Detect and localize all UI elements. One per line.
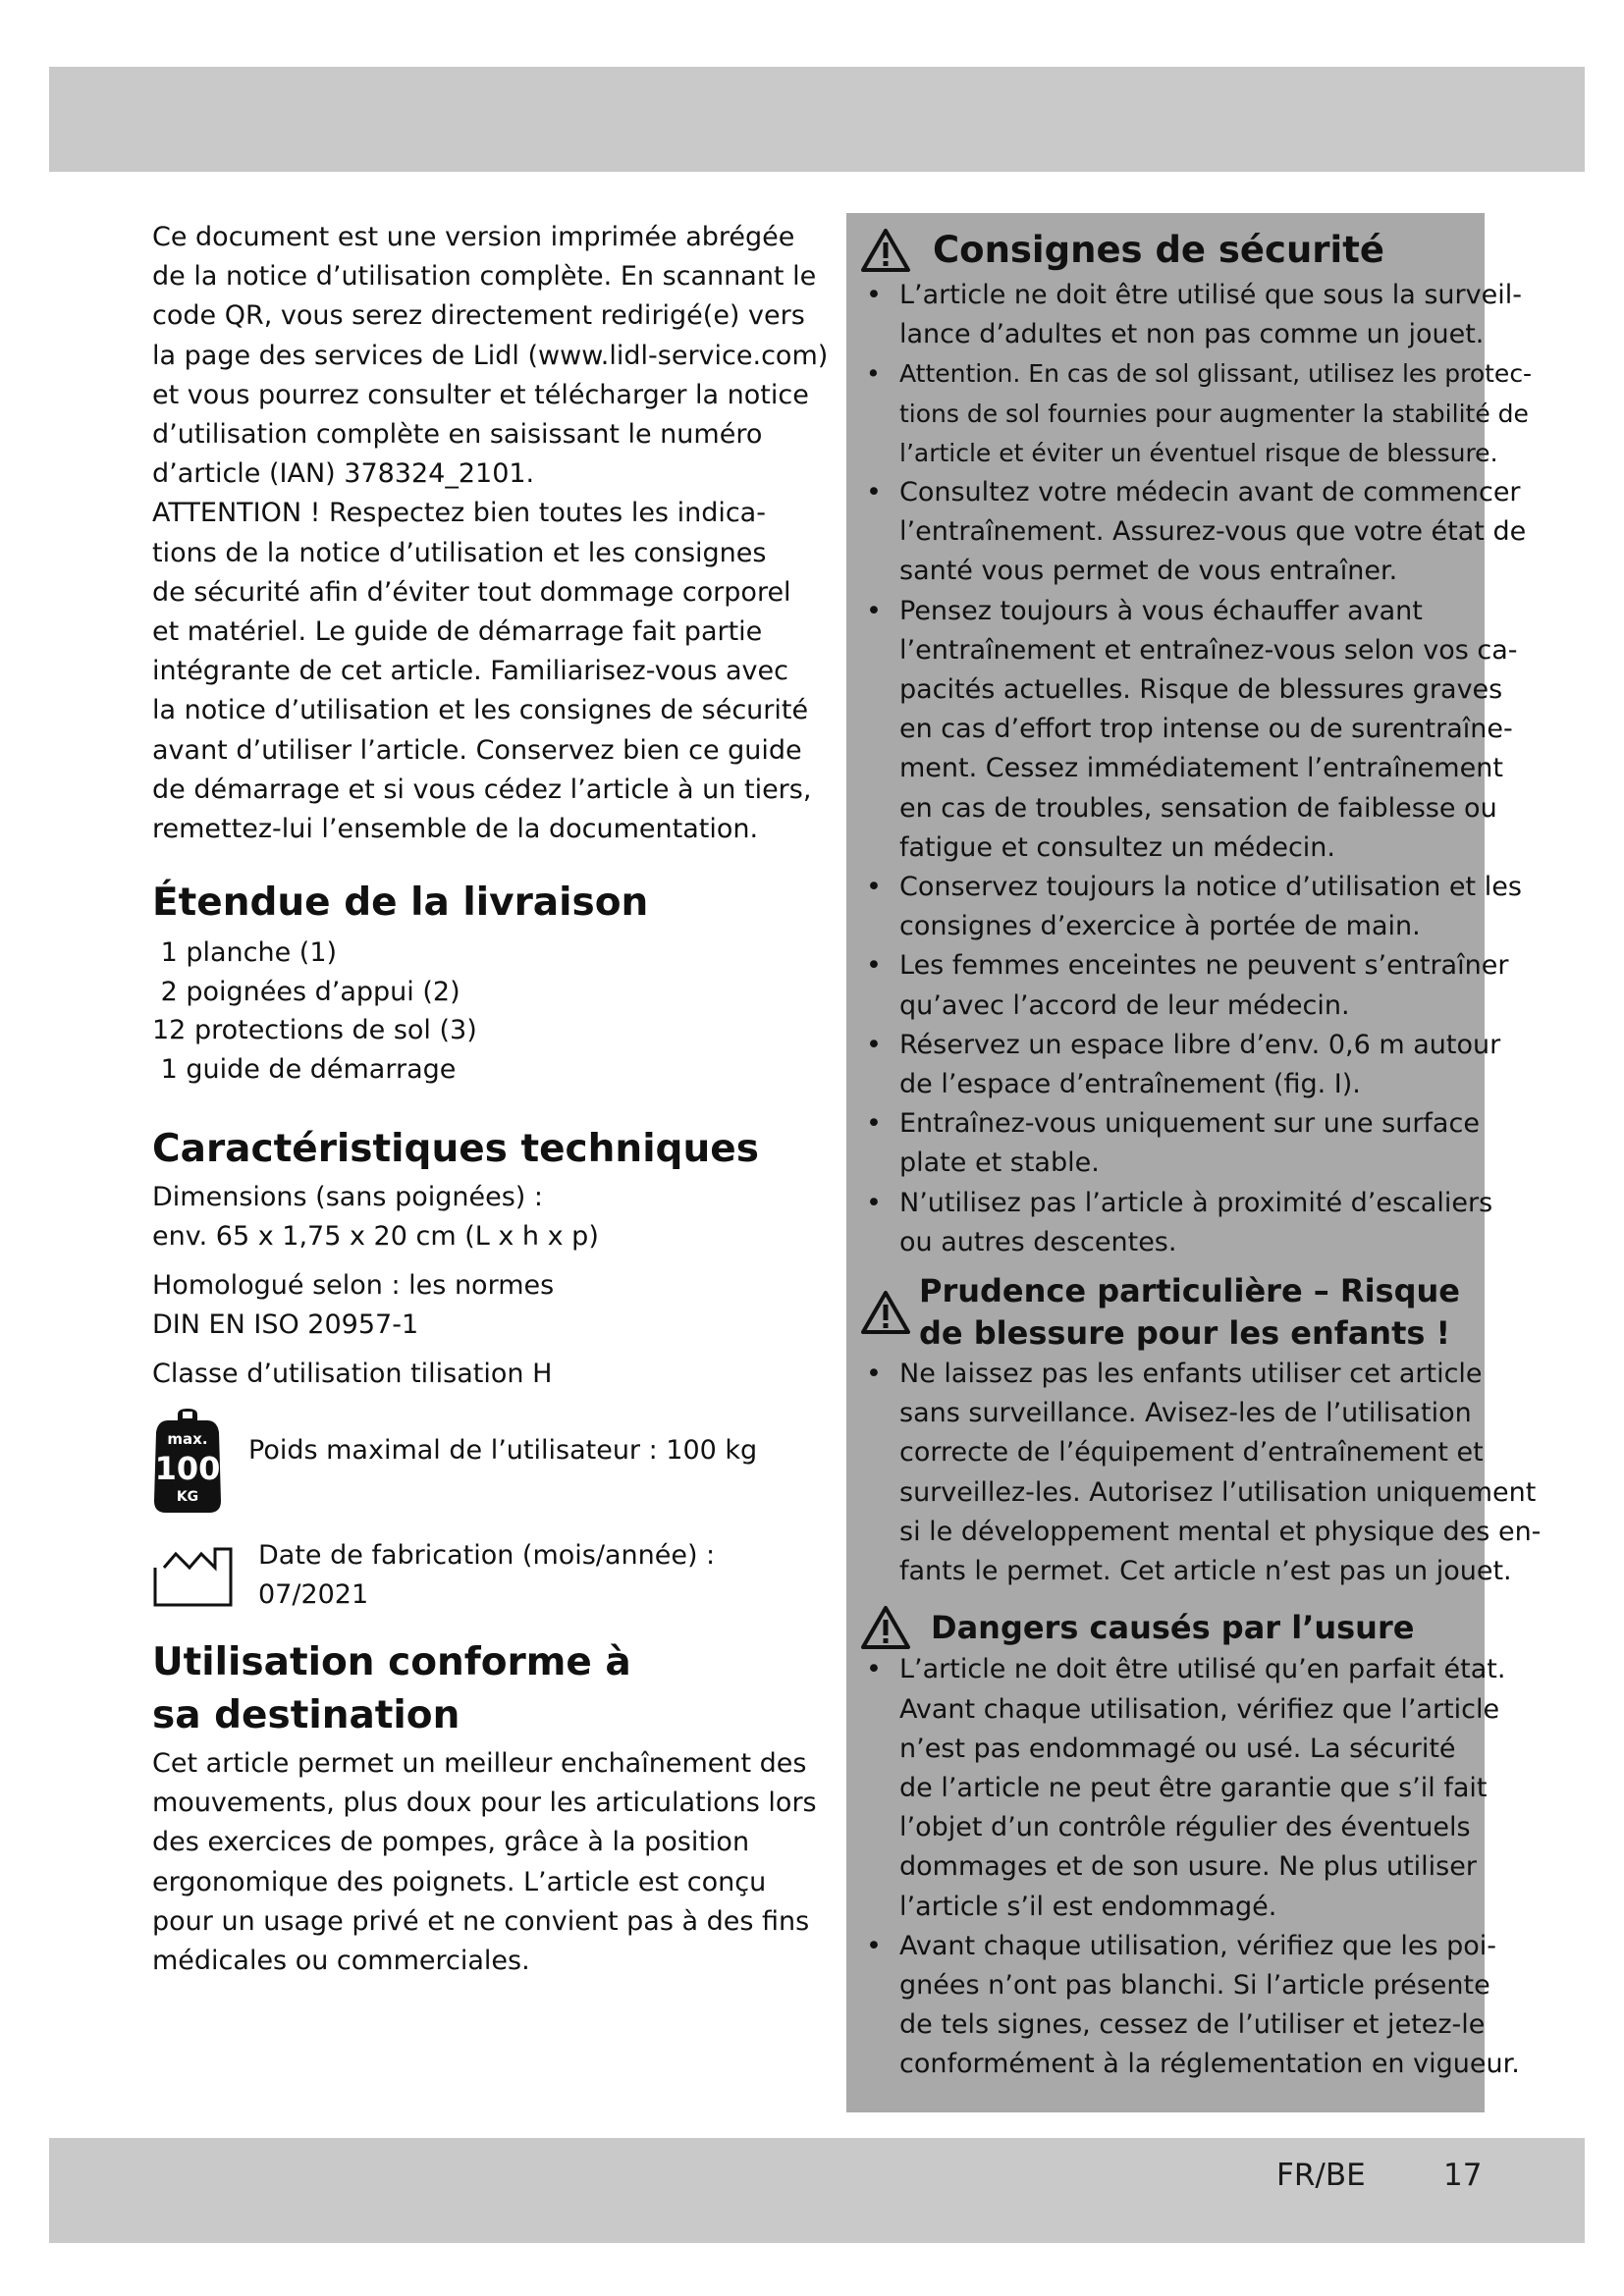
wear-bullet: [860, 1650, 1506, 1926]
usage-line: mouvements, plus doux pour les articulations lors: [152, 1788, 817, 1819]
weight-icon-number: 100: [154, 1449, 221, 1487]
bullet-line: qu’avec l’accord de leur médecin.: [899, 989, 1350, 1021]
children-title: [919, 1270, 1460, 1355]
bullet-line: ou autres descentes.: [899, 1226, 1177, 1257]
bullet-line: gnées n’ont pas blanchi. Si l’article présente: [899, 1969, 1490, 2001]
bullet-line: l’objet d’un contrôle régulier des éventuels: [899, 1812, 1471, 1843]
max-weight-row: [152, 1407, 790, 1515]
usage-line: ergonomique des poignets. L’article est conçu: [152, 1866, 767, 1897]
intro-line: remettez-lui l’ensemble de la documentation.: [152, 814, 759, 845]
warning-icon: [860, 1605, 911, 1650]
safety-bullet: [860, 473, 1527, 592]
bullet-line: en cas d’effort trop intense ou de surentraîne-: [899, 714, 1513, 745]
bullet-line: surveillez-les. Autorisez l’utilisation uniquement: [899, 1476, 1537, 1508]
norm-value: DIN EN ISO 20957-1: [152, 1309, 419, 1341]
intro-line: de démarrage et si vous cédez l’article à un tiers,: [152, 774, 812, 805]
header-band: [49, 67, 1585, 172]
intro-line: Ce document est une version imprimée abrégée: [152, 222, 795, 252]
dimensions-label: Dimensions (sans poignées) :: [152, 1181, 543, 1212]
manufacture-date: [258, 1536, 715, 1615]
bullet-line: • Les femmes enceintes ne peuvent s’entraîner: [899, 950, 1509, 982]
safety-bullet: [860, 1104, 1479, 1183]
bullet-line: • Ne laissez pas les enfants utiliser cet article: [899, 1359, 1483, 1390]
intro-line: la notice d’utilisation et les consignes de sécurité: [152, 695, 809, 726]
weight-icon-unit: KG: [176, 1488, 199, 1505]
bullet-line: Avant chaque utilisation, vérifiez que l’article: [899, 1693, 1500, 1725]
bullet-line: conformément à la réglementation en vigueur.: [899, 2049, 1520, 2080]
bullet-line: • L’article ne doit être utilisé qu’en parfait état.: [899, 1654, 1506, 1685]
intro-line: de sécurité afin d’éviter tout dommage corporel: [152, 576, 791, 608]
intro-line: d’utilisation complète en saisissant le numéro: [152, 419, 763, 451]
intro-line: code QR, vous serez directement redirigé(e) vers: [152, 300, 805, 332]
usage-heading-line: sa destination: [152, 1693, 460, 1738]
bullet-line: l’article s’il est endommagé.: [899, 1891, 1277, 1922]
safety-box-content: [860, 227, 1542, 2085]
delivery-item: 1 guide de démarrage: [152, 1054, 457, 1086]
safety-bullet: [860, 946, 1509, 1025]
bullet-line: lance d’adultes et non pas comme un jouet.: [899, 319, 1485, 350]
bullet-line: ment. Cessez immédiatement l’entraînement: [899, 753, 1503, 784]
max-weight-text: Poids maximal de l’utilisateur : 100 kg: [248, 1434, 758, 1466]
bullet-line: de tels signes, cessez de l’utiliser et jetez-le: [899, 2009, 1486, 2041]
safety-box: [846, 213, 1542, 2112]
left-column: [152, 218, 829, 1981]
intro-line: et vous pourrez consulter et télécharger la notice: [152, 379, 809, 410]
manufacture-label: Date de fabrication (mois/année) :: [258, 1539, 716, 1571]
intro-line: la page des services de Lidl (www.lidl-service.com): [152, 340, 829, 371]
bullet-line: • Réservez un espace libre d’env. 0,6 m autour: [899, 1029, 1501, 1060]
usage-heading-line: Utilisation conforme à: [152, 1640, 631, 1685]
usage-line: des exercices de pompes, grâce à la position: [152, 1827, 750, 1858]
bullet-line: consignes d’exercice à portée de main.: [899, 911, 1421, 942]
usage-line: Cet article permet un meilleur enchaînement des: [152, 1748, 807, 1780]
children-heading: [860, 1270, 1479, 1355]
bullet-line: sans surveillance. Avisez-les de l’utilisation: [899, 1398, 1472, 1429]
bullet-line: • Avant chaque utilisation, vérifiez que les poi-: [899, 1930, 1497, 1961]
safety-bullet: [860, 592, 1518, 868]
bullet-line: fants le permet. Cet article n’est pas un jouet.: [899, 1556, 1512, 1587]
bullet-line: en cas de troubles, sensation de faiblesse ou: [899, 792, 1497, 824]
bullet-line: l’article et éviter un éventuel risque de blessure.: [899, 438, 1498, 467]
max-weight-icon: [152, 1407, 223, 1515]
usage-paragraph: [152, 1744, 817, 1981]
bullet-line: • Entraînez-vous uniquement sur une surface: [899, 1108, 1480, 1140]
bullet-line: tions de sol fournies pour augmenter la stabilité de: [899, 399, 1529, 428]
safety-bullet: [860, 1184, 1493, 1262]
wear-title: Dangers causés par l’usure: [931, 1608, 1415, 1646]
bullet-line: correcte de l’équipement d’entraînement et: [899, 1437, 1484, 1468]
bullet-line: de l’article ne peut être garantie que s’il fait: [899, 1772, 1488, 1803]
delivery-item: 1 planche (1): [152, 937, 338, 969]
intro-line: et matériel. Le guide de démarrage fait partie: [152, 616, 763, 648]
safety-heading: [860, 227, 1479, 274]
children-bullet: [860, 1355, 1542, 1591]
bullet-line: l’entraînement et entraînez-vous selon vos ca-: [899, 634, 1518, 666]
warning-icon: [860, 1290, 911, 1335]
bullet-line: santé vous permet de vous entraîner.: [899, 556, 1398, 587]
bullet-line: l’entraînement. Assurez-vous que votre état de: [899, 516, 1527, 548]
weight-icon-max: max.: [167, 1429, 208, 1448]
wear-bullet: [860, 1927, 1520, 2085]
usage-line: médicales ou commerciales.: [152, 1946, 530, 1977]
children-title-line: de blessure pour les enfants !: [919, 1314, 1451, 1353]
manufacture-row: [152, 1536, 790, 1615]
safety-bullet: [860, 1026, 1501, 1104]
warning-icon: [860, 228, 911, 273]
delivery-heading: Étendue de la livraison: [152, 881, 649, 926]
intro-line: avant d’utiliser l’article. Conservez bien ce guide: [152, 734, 802, 766]
safety-bullet: [860, 868, 1522, 946]
delivery-item: 2 poignées d’appui (2): [152, 976, 460, 1007]
bullet-line: • Consultez votre médecin avant de commencer: [899, 477, 1521, 508]
bullet-line: de l’espace d’entraînement (fig. I).: [899, 1069, 1361, 1100]
safety-bullet: [860, 354, 1533, 473]
wear-heading: [860, 1605, 1479, 1650]
bullet-line: • L’article ne doit être utilisé que sous la surveil-: [899, 280, 1522, 310]
usage-class: Classe d’utilisation tilisation H: [152, 1359, 553, 1390]
intro-line: ATTENTION ! Respectez bien toutes les indica-: [152, 498, 766, 529]
bullet-line: • N’utilisez pas l’article à proximité d’escaliers: [899, 1187, 1493, 1218]
bullet-line: • Conservez toujours la notice d’utilisation et les: [899, 872, 1522, 903]
delivery-item: 12 protections de sol (3): [152, 1015, 477, 1046]
page-number: 17: [1443, 2158, 1483, 2193]
bullet-line: • Attention. En cas de sol glissant, utilisez les protec-: [899, 359, 1533, 389]
specs-heading: Caractéristiques techniques: [152, 1126, 759, 1171]
specs-norm: [152, 1266, 790, 1345]
bullet-line: si le développement mental et physique des en-: [899, 1516, 1542, 1547]
manufacture-value: 07/2021: [258, 1578, 369, 1610]
bullet-line: • Pensez toujours à vous échauffer avant: [899, 595, 1423, 626]
dimensions-value: env. 65 x 1,75 x 20 cm (L x h x p): [152, 1220, 599, 1252]
bullet-line: fatigue et consultez un médecin.: [899, 831, 1335, 863]
children-title-line: Prudence particulière – Risque: [919, 1272, 1460, 1310]
intro-line: intégrante de cet article. Familiarisez-vous avec: [152, 656, 788, 687]
bullet-line: n’est pas endommagé ou usé. La sécurité: [899, 1733, 1456, 1764]
safety-title: Consignes de sécurité: [933, 229, 1385, 271]
intro-line: de la notice d’utilisation complète. En scannant le: [152, 261, 817, 293]
usage-line: pour un usage privé et ne convient pas à des fins: [152, 1905, 810, 1937]
specs-dimensions: [152, 1178, 790, 1256]
intro-line: d’article (IAN) 378324_2101.: [152, 458, 535, 490]
manufacture-date-icon: [152, 1546, 235, 1609]
norm-label: Homologué selon : les normes: [152, 1270, 555, 1302]
bullet-line: plate et stable.: [899, 1148, 1100, 1179]
delivery-list: [152, 934, 790, 1089]
intro-line: tions de la notice d’utilisation et les consignes: [152, 537, 767, 568]
intro-paragraph: [152, 218, 829, 849]
bullet-line: pacités actuelles. Risque de blessures graves: [899, 674, 1503, 706]
bullet-line: dommages et de son usure. Ne plus utiliser: [899, 1851, 1477, 1883]
usage-heading: [152, 1636, 790, 1742]
footer-language: FR/BE: [1276, 2158, 1366, 2193]
safety-bullet: [860, 276, 1522, 354]
